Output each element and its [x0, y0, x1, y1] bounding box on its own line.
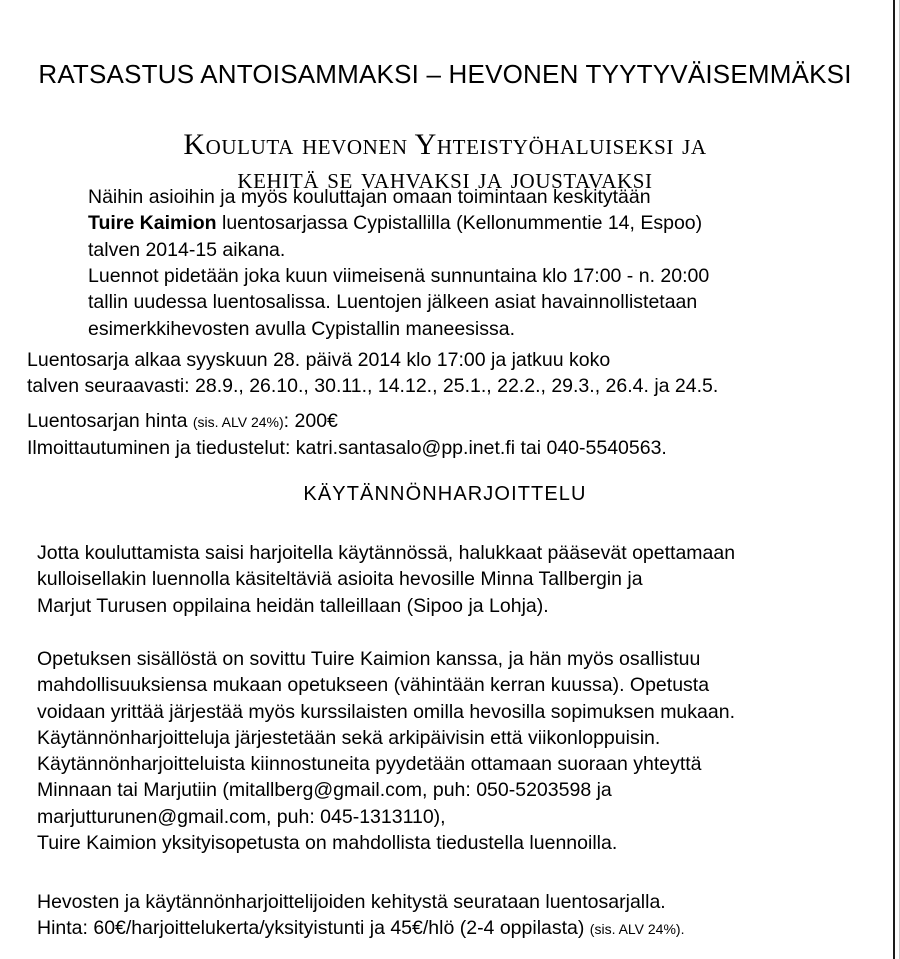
practice-3-line-2 [37, 915, 887, 942]
price-amount: 200€ [294, 410, 338, 432]
price-contact-line: Ilmoittautuminen ja tiedustelut: katri.santasalo@pp.inet.fi tai 040-5540563. [27, 437, 667, 460]
practice-paragraph-3 [37, 889, 887, 943]
practice-2-line-3: voidaan yrittää järjestää myös kurssilaisten omilla hevosilla sopimuksen mukaan. [37, 700, 735, 723]
price-vat-note: (sis. ALV 24%) [192, 414, 284, 430]
intro-line-2 [88, 210, 848, 236]
intro-line-2-rest: luentosarjassa Cypistallilla (Kellonummentie 14, Espoo) [216, 212, 703, 235]
practice-2-line-1: Opetuksen sisällöstä on sovittu Tuire Kaimion kanssa, ja hän myös osallistuu [37, 648, 701, 670]
practice-3-vat-note: (sis. ALV 24%). [589, 921, 685, 938]
section-heading-practice: KÄYTÄNNÖNHARJOITTELU [303, 483, 587, 505]
series-dates-paragraph [27, 347, 887, 400]
page-edge-line [893, 0, 895, 959]
practice-1-line-1: Jotta kouluttamista saisi harjoitella käytännössä, halukkaat pääsevät opettamaan [37, 542, 736, 564]
page-title: RATSASTUS ANTOISAMMAKSI – HEVONEN TYYTYVÄISEMMÄKSI [38, 59, 852, 90]
schedule-line-3: esimerkkihevosten avulla Cypistallin maneesissa. [88, 317, 516, 340]
lecturer-name: Tuire Kaimion [88, 212, 217, 235]
schedule-paragraph [88, 263, 848, 342]
price-separator: : [283, 410, 295, 432]
intro-line-1: Näihin asioihin ja myös kouluttajan omaan toimintaan keskitytään [88, 186, 651, 208]
practice-paragraph-2 [37, 646, 887, 856]
price-line [27, 408, 887, 435]
practice-2-line-6: Minnaan tai Marjutiin (mitallberg@gmail.com, puh: 050-5203598 ja [37, 779, 612, 802]
practice-2-line-2: mahdollisuuksiensa mukaan opetukseen (vähintään kerran kuussa). Opetusta [37, 674, 710, 697]
page-subtitle-line-1: Kouluta hevonen Yhteistyöhaluiseksi ja [183, 127, 707, 161]
price-label: Luentosarjan hinta [27, 410, 188, 432]
practice-1-line-2: kulloisellakin luennolla käsiteltäviä asioita hevosille Minna Tallbergin ja [37, 568, 643, 591]
intro-paragraph [88, 184, 848, 263]
practice-3-price-text: Hinta: 60€/harjoittelukerta/yksityistunti ja 45€/hlö (2-4 oppilasta) [37, 917, 590, 940]
schedule-line-1: Luennot pidetään joka kuun viimeisenä sunnuntaina klo 17:00 - n. 20:00 [88, 265, 710, 287]
page-subtitle-line-2: kehitä se vahvaksi ja joustavaksi [237, 161, 653, 195]
series-line-1: Luentosarja alkaa syyskuun 28. päivä 2014 klo 17:00 ja jatkuu koko [27, 349, 611, 371]
practice-2-line-7: marjutturunen@gmail.com, puh: 045-1313110), [37, 805, 446, 828]
practice-2-line-5: Käytännönharjoitteluista kiinnostuneita pyydetään ottamaan suoraan yhteyttä [37, 753, 702, 776]
price-paragraph [27, 408, 887, 462]
series-line-2: talven seuraavasti: 28.9., 26.10., 30.11., 14.12., 25.1., 22.2., 29.3., 26.4. ja 24.5. [27, 375, 719, 398]
practice-3-line-1: Hevosten ja käytännönharjoittelijoiden kehitystä seurataan luentosarjalla. [37, 891, 666, 913]
practice-paragraph-1 [37, 540, 887, 619]
intro-line-3: talven 2014-15 aikana. [88, 238, 286, 261]
schedule-line-2: tallin uudessa luentosalissa. Luentojen jälkeen asiat havainnollistetaan [88, 291, 698, 314]
practice-2-line-4: Käytännönharjoitteluja järjestetään sekä arkipäivisin että viikonloppuisin. [37, 726, 661, 749]
practice-2-line-8: Tuire Kaimion yksityisopetusta on mahdollista tiedustella luennoilla. [37, 832, 618, 855]
practice-1-line-3: Marjut Turusen oppilaina heidän talleillaan (Sipoo ja Lohja). [37, 594, 549, 617]
